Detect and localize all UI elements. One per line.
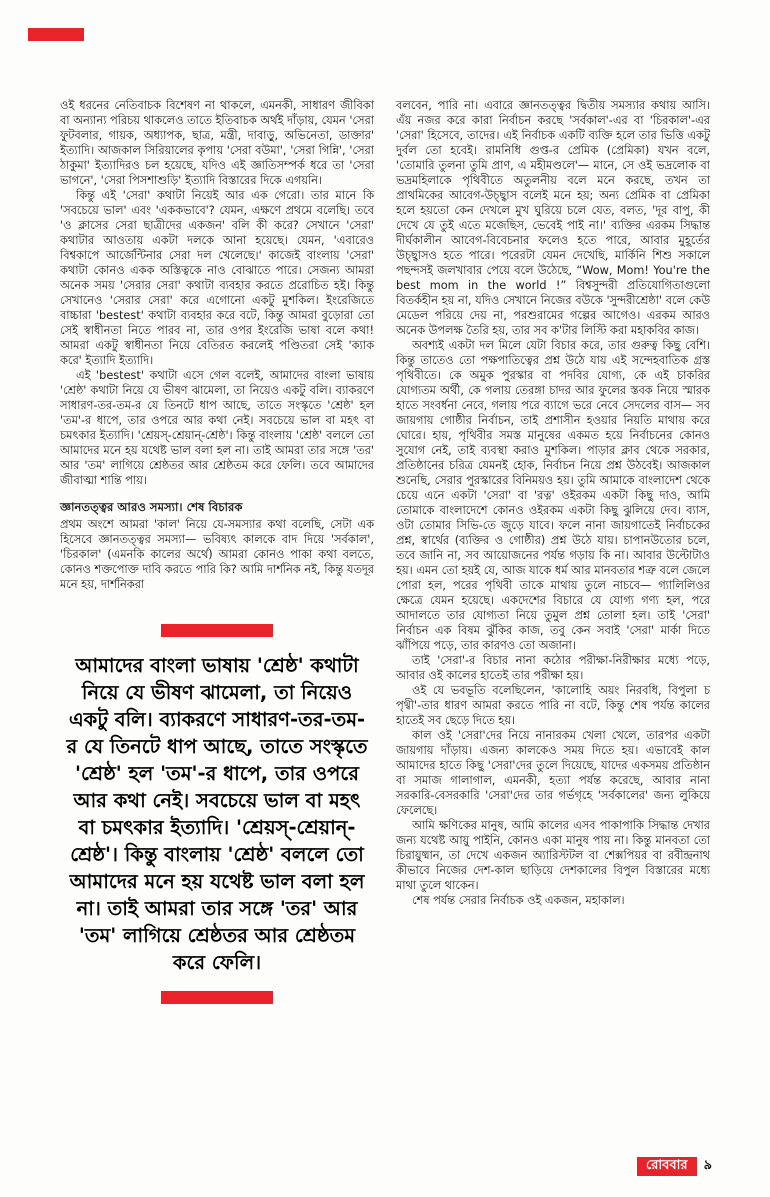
pull-quote bbox=[60, 624, 374, 1004]
body-paragraph: ওই ধরনের নেতিবাচক বিশেষণ না থাকলে, এমনকী, সাধারণ জীবিকা বা অন্যান্য পরিচয় থাকলেও তাতে ইতিবাচক অর্থই দাঁড়ায়, যেমন 'সেরা ফুটবলার, গায়ক, অধ্যাপক, ছাত্র, মন্ত্রী, দাবাড়ু, অভিনেতা, ডাক্তার' ইত্যাদি। আজকাল সিরিয়ালের কৃপায় 'সেরা বউমা', 'সেরা গিন্নি', 'সেরা ঠাকুমা' ইত্যাদিরও চল হয়েছে, যদিও এই জ্ঞাতিসম্পর্ক ধরে তা 'সেরা ভাগনে', 'সেরা পিসশাশুড়ি' ইত্যাদি বিস্তারের দিকে এগয়নি। bbox=[60, 99, 374, 187]
pull-quote-text: আমাদের বাংলা ভাষায় 'শ্রেষ্ঠ' কথাটা নিয়ে যে ভীষণ ঝামেলা, তা নিয়েও একটু বলি। ব্যাকরণে সাধারণ-তর-তম-র যে তিনটে ধাপ আছে, তাতে সংস্কৃতে 'শ্রেষ্ঠ' হল 'তম'-র ধাপে, তার ওপরে আর কথা নেই। সবচেয়ে ভাল বা মহৎ বা চমৎকার ইত্যাদি। 'শ্রেয়স্-শ্রেয়ান্-শ্রেষ্ঠ'। কিন্তু বাংলায় 'শ্রেষ্ঠ' বললে তো আমাদের মনে হয় যথেষ্ট ভাল বলা হল না। তাই আমরা তার সঙ্গে 'তর' আর 'তম' লাগিয়ে শ্রেষ্ঠতর আর শ্রেষ্ঠতম করে ফেলি। bbox=[66, 654, 368, 974]
right-column bbox=[396, 98, 710, 1004]
body-paragraph: কিন্তু এই 'সেরা' কথাটা নিয়েই আর এক গেরো। তার মানে কি 'সবচেয়ে ভাল' এবং 'এককভাবে'? যেমন, এক্ষণে প্রথমে বলেছি। তবে 'ও ক্লাসের সেরা ছাত্রীদের একজন' বলি কী করে? সেখানে 'সেরা' কথাটার আওতায় একটা দলকে আনা হয়েছে। যেমন, 'এবারেও বিশ্বকাপে আর্জেন্টিনার সেরা দল খেলেছে।' কাজেই বাংলায় 'সেরা' কথাটা কোনও একক অস্তিত্বকে নাও বোঝাতে পারে। সেজন্য আমরা অনেক সময় 'সেরার সেরা' কথাটা ব্যবহার করতে প্ররোচিত হই। কিন্তু সেখানেও 'সেরার সেরা' করে এগোনো একটু মুশকিল। ইংরেজিতে বাচ্চারা 'bestest' কথাটা ব্যবহার করে বটে, কিন্তু আমরা বুড়োরা তো সেই স্বাধীনতা নিতে পারব না, তার ওপর ইংরেজি ভাষা বলে কথা! আমরা একটু স্বাধীনতা নিয়ে বেতিরত করলেই পণ্ডিতরা সেই 'ক্যাক করে' ইত্যাদি ইত্যাদি। bbox=[60, 189, 374, 367]
body-paragraph: প্রথম অংশে আমরা 'কাল' নিয়ে যে-সমস্যার কথা বলেছি, সেটা এক হিসেবে জ্ঞানতত্ত্বর সমস্যা— ভবিষ্যৎ কালকে বাদ দিয়ে 'সর্বকাল', 'চিরকাল' (এমনকি কালের অর্থে) আমরা কোনও পাকা কথা বলতে, কোনও শক্তপোক্ত দাবি করতে পারি কি? আমি দার্শনিক নই, কিন্তু যতদূর মনে হয়, দার্শনিকরা bbox=[60, 518, 374, 591]
top-accent-bar bbox=[28, 28, 84, 41]
body-paragraph: শেষ পর্যন্ত সেরার নির্বাচক ওই একজন, মহাকাল। bbox=[412, 894, 625, 907]
text-columns bbox=[60, 98, 710, 1004]
body-paragraph: এই 'bestest' কথাটা এসে গেল বলেই, আমাদের বাংলা ভাষায় 'শ্রেষ্ঠ' কথাটা নিয়ে যে ভীষণ ঝামেলা, তা নিয়েও একটু বলি। ব্যাকরণে সাধারণ-তর-তম-র যে তিনটে ধাপ আছে, তাতে সংস্কৃতে 'শ্রেষ্ঠ' হল 'তম'-র ধাপে, তার ওপরে আর কথা নেই। সবচেয়ে ভাল বা মহৎ বা চমৎকার ইত্যাদি। 'শ্রেয়স্-শ্রেয়ান্-শ্রেষ্ঠ'। কিন্তু বাংলায় 'শ্রেষ্ঠ' বললে তো আমাদের মনে হয় যথেষ্ট ভাল বলা হল না। তাই আমরা তার সঙ্গে 'তর' আর 'তম' লাগিয়ে শ্রেষ্ঠতর আর শ্রেষ্ঠতম করে ফেলি। তবে আমাদের জীবাত্মা শান্তি পায়। bbox=[60, 369, 374, 487]
body-paragraph: বলবেন, পারি না। এবারে জ্ঞানতত্ত্বর দ্বিতীয় সমস্যার কথায় আসি। এঁয় নজর করে কারা নির্বাচন করছে 'সর্বকাল'-এর বা 'চিরকাল'-এর 'সেরা' হিসেবে, তাদের। এই নির্বাচক একটি ব্যক্তি হলে তার ভিত্তি একটু দুর্বল তো হবেই। রামনিধি গুপ্ত-র প্রেমিক (প্রেমিকা) যখন বলে, 'তোমারি তুলনা তুমি প্রাণ, এ মহীমণ্ডলে'— মানে, সে ওই ভদ্রলোক বা ভদ্রমহিলাকে পৃথিবীতে অতুলনীয় বলে মনে করছে, তখন তা প্রাথমিকের আবেগ-উচ্ছ্বাস বলেই মনে হয়; অন্য প্রেমিক বা প্রেমিকা হলে হয়তো কেন দেখলে মুখ ঘুরিয়ে চলে যেত, বলত, 'দূর বাপু, কী দেখে যে তুই এতে মজেছিস, ভেবেই পাই না।' ব্যক্তির এরকম সিদ্ধান্ত দীর্ঘকালীন আবেগ-বিবেচনার ফলেও হতে পারে, আবার মুহূর্তের উচ্ছ্বাসও হতে পারে। পরেরটা যেমন দেখেছি, মার্কিনি শিশু সকালে পছন্দসই জলখাবার পেয়ে বলে উঠেছে, “Wow, Mom! You're the best mom in the world !” বিশ্বসুন্দরী প্রতিযোগিতাগুলো বিতর্কহীন হয় না, যদিও সেখানে নিজের বউকে 'সুন্দরীশ্রেষ্ঠা' বলে কেউ মেডেল পরিয়ে দেয় না, পরশুরামের গল্পের আগেও। এরকম আরও অনেক উপলক্ষ তৈরি হয়, তার সব ক'টার লিস্টি করা মহাকবির কাজ। bbox=[396, 99, 710, 337]
left-column bbox=[60, 98, 374, 1004]
footer-page-number: ৯ bbox=[703, 1158, 712, 1173]
pull-quote-top-bar bbox=[161, 624, 273, 637]
footer-brand: রোববার bbox=[637, 1157, 697, 1176]
body-paragraph: ওই যে ভবভূতি বলেছিলেন, 'কালোহি অয়ং নিরবধি, বিপুলা চ পৃথ্বী'-তার ধারণ আমরা করতে পারি না বটে, কিন্তু শেষ পর্যন্ত কালের হাতেই সব ছেড়ে দিতে হয়। bbox=[396, 684, 710, 727]
body-paragraph: তাই 'সেরা'-র বিচার নানা কঠোর পরীক্ষা-নিরীক্ষার মধ্যে পড়ে, আবার ওই কালের হাতেই তার পরীক্ষা হয়। bbox=[396, 654, 710, 682]
body-paragraph: আমি ক্ষণিকের মানুষ, আমি কালের এসব পাকাপাকি সিদ্ধান্ত দেখার জন্য যথেষ্ট আয়ু পাইনি, কোনও একা মানুষ পায় না। কিন্তু মানবতা তো চিরায়ুষ্মান, তা দেখে একজন অ্যারিস্টটল বা শেক্সপিয়র বা রবীন্দ্রনাথ কীভাবে নিজের দেশ-কাল ছাড়িয়ে দেশকালের বিপুল বিস্তারের মধ্যে মাথা তুলে থাকেন। bbox=[396, 819, 710, 892]
body-paragraph: কাল ওই 'সেরা'দের নিয়ে নানারকম খেলা খেলে, তারপর একটা জায়গায় দাঁড়ায়। এজন্য কালকেও সময় দিতে হয়। এভাবেই কাল আমাদের হাতে কিছু 'সেরা'দের তুলে দিয়েছে, যাদের একসময় প্রতিষ্ঠান বা সমাজ গালাগাল, এমনকী, হত্যা পর্যন্ত করেছে, আবার নানা সরকারি-বেসরকারি 'সেরা'দের তার গর্ভগৃহে 'সর্বকালের' জন্য লুকিয়ে ফেলেছে। bbox=[396, 729, 710, 817]
page-footer bbox=[637, 1156, 712, 1177]
body-paragraph: অবশ্যই একটা দল মিলে যেটা বিচার করে, তার গুরুত্ব কিছু বেশি। কিন্তু তাতেও তো পক্ষপাতিত্বের প্রশ্ন উঠে যায় এই সন্দেহবাতিক গ্রস্ত পৃথিবীতে। কে অমুক পুরস্কার বা পদবির যোগ্য, কে এই চাকরির যোগ্যতম অর্থী, কে গলায় তেরঙ্গা চাদর আর ফুলের স্তবক নিয়ে স্মারক হাতে সংবর্ধনা নেবে, গলায় পরে ব্যাগে ভরে নেবে সেদলের বাস— সব জায়গায় গোষ্ঠীর নির্বাচন, তাই প্রশাসীন হওয়ার নিয়তি মাথায় করে ঘোরে। হায়, পৃথিবীর সমস্ত মানুষের একমত হয়ে নির্বাচনের কোনও সুযোগ নেই, তাই ব্যবস্থা করাও মুশকিল। পাড়ার ক্লাব থেকে সরকার, প্রতিষ্ঠানের চরিত্র যেমনই হোক, নির্বাচন নিয়ে প্রশ্ন উঠবেই। আজকাল শুনেছি, সেরার পুরস্কারের বিনিময়ও হয়। তুমি আমাকে বাংলাদেশ থেকে চেয়ে এনে একটা 'সেরা' বা 'রত্ন' ওইরকম একটা কিছু দাও, আমি তোমাকে বাংলাদেশে কোনও ওইরকম একটা কিছু ঝুলিয়ে দেব। ব্যাস, ওটা তোমার সিভি-তে জুড়ে যাবে। ফলে নানা জায়গাতেই নির্বাচকের প্রশ্ন, স্বার্থের (ব্যক্তির ও গোষ্ঠীর) প্রশ্ন উঠে যায়। চাপানউতোর চলে, তবে জানি না, সব আয়োজনের পর্যন্ত গড়ায় কি না। আবার উল্টোটাও হয়। এমন তো হয়ই যে, আজ যাকে ধর্ম আর মানবতার শত্রু বলে জেলে পোরা হল, পরের পৃথিবী তাকে মাথায় তুলে নাচবে— গ্যালিলিওর ক্ষেত্রে যেমন হয়েছে। একদেশের বিচারে যে যোগ্য গণ্য হল, পরে আদালতে তার যোগ্যতা নিয়ে তুমুল প্রশ্ন তোলা হল। তাই 'সেরা' নির্বাচন এক বিষম ঝুঁকির কাজ, তবু কেন সবাই 'সেরা' মার্কা দিতে ঝাঁপিয়ে পড়ে, তার কারণও তো অজানা। bbox=[396, 339, 710, 652]
section-heading: জ্ঞানতত্ত্বর আরও সমস্যা। শেষ বিচারক bbox=[60, 500, 243, 514]
pull-quote-bottom-bar bbox=[161, 991, 273, 1004]
